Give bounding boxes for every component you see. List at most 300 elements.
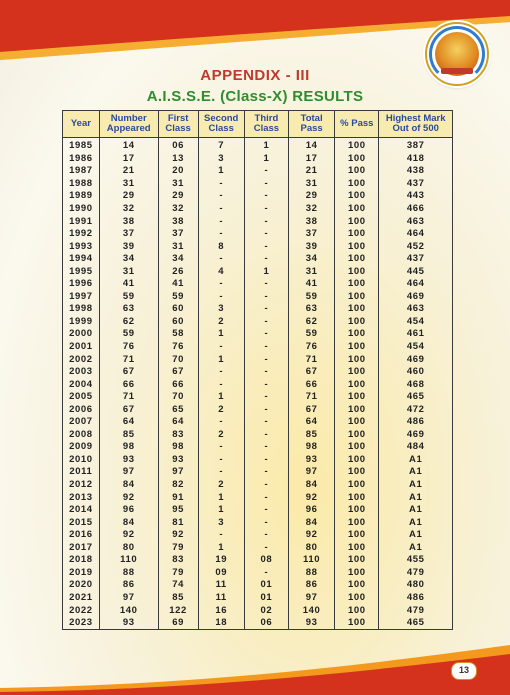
table-cell: 1993 <box>63 240 100 253</box>
table-cell: 14 <box>99 138 158 153</box>
table-cell: A1 <box>379 479 453 492</box>
table-cell: 34 <box>99 253 158 266</box>
table-cell: 437 <box>379 178 453 191</box>
table-cell: 60 <box>158 316 198 329</box>
table-cell: 63 <box>99 303 158 316</box>
table-cell: 2018 <box>63 554 100 567</box>
table-cell: 100 <box>335 416 379 429</box>
column-header: Number Appeared <box>99 111 158 138</box>
table-cell: 92 <box>99 529 158 542</box>
table-row <box>63 190 453 203</box>
table-cell: 71 <box>99 391 158 404</box>
table-cell: 39 <box>99 240 158 253</box>
table-cell: 463 <box>379 215 453 228</box>
table-cell: 100 <box>335 429 379 442</box>
table-cell: 97 <box>99 466 158 479</box>
table-cell: 98 <box>288 441 334 454</box>
table-cell: 1999 <box>63 316 100 329</box>
table-cell: 85 <box>288 429 334 442</box>
table-cell: 85 <box>99 429 158 442</box>
table-cell: 82 <box>158 479 198 492</box>
table-cell: 1985 <box>63 138 100 153</box>
table-cell: 100 <box>335 592 379 605</box>
table-cell: 100 <box>335 240 379 253</box>
column-header: First Class <box>158 111 198 138</box>
table-cell: 19 <box>198 554 244 567</box>
table-cell: 100 <box>335 567 379 580</box>
table-cell: 96 <box>99 504 158 517</box>
table-row <box>63 378 453 391</box>
table-cell: 31 <box>158 178 198 191</box>
table-cell: 64 <box>288 416 334 429</box>
table-cell: - <box>198 529 244 542</box>
table-cell: 97 <box>158 466 198 479</box>
table-row <box>63 328 453 341</box>
table-cell: 81 <box>158 516 198 529</box>
table-cell: 1 <box>198 504 244 517</box>
table-cell: 1990 <box>63 203 100 216</box>
table-cell: 67 <box>158 366 198 379</box>
table-cell: - <box>244 291 288 304</box>
table-row <box>63 617 453 630</box>
table-cell: 7 <box>198 138 244 153</box>
table-cell: 100 <box>335 516 379 529</box>
table-cell: 96 <box>288 504 334 517</box>
table-cell: - <box>244 203 288 216</box>
table-row <box>63 203 453 216</box>
table-cell: 32 <box>288 203 334 216</box>
table-cell: 4 <box>198 265 244 278</box>
table-cell: 140 <box>288 604 334 617</box>
table-cell: 100 <box>335 604 379 617</box>
table-cell: 29 <box>158 190 198 203</box>
table-cell: 65 <box>158 403 198 416</box>
table-cell: - <box>244 516 288 529</box>
table-cell: 100 <box>335 617 379 630</box>
table-cell: 95 <box>158 504 198 517</box>
table-cell: 93 <box>99 454 158 467</box>
table-cell: 80 <box>99 542 158 555</box>
table-cell: 88 <box>99 567 158 580</box>
table-row <box>63 391 453 404</box>
table-cell: 100 <box>335 316 379 329</box>
table-cell: 06 <box>158 138 198 153</box>
table-cell: 41 <box>158 278 198 291</box>
table-body <box>63 138 453 630</box>
table-cell: 84 <box>288 479 334 492</box>
table-cell: 88 <box>288 567 334 580</box>
table-cell: 60 <box>158 303 198 316</box>
table-cell: - <box>244 542 288 555</box>
table-cell: A1 <box>379 454 453 467</box>
table-cell: 76 <box>288 341 334 354</box>
column-header: Total Pass <box>288 111 334 138</box>
table-cell: - <box>198 378 244 391</box>
table-row <box>63 592 453 605</box>
table-cell: - <box>244 416 288 429</box>
table-cell: 2020 <box>63 579 100 592</box>
table-row <box>63 441 453 454</box>
table-cell: A1 <box>379 466 453 479</box>
table-cell: 2004 <box>63 378 100 391</box>
table-cell: 472 <box>379 403 453 416</box>
table-cell: 463 <box>379 303 453 316</box>
table-cell: 100 <box>335 466 379 479</box>
table-cell: 1998 <box>63 303 100 316</box>
table-cell: 62 <box>288 316 334 329</box>
table-cell: 80 <box>288 542 334 555</box>
table-cell: 3 <box>198 153 244 166</box>
table-cell: - <box>198 178 244 191</box>
table-cell: 74 <box>158 579 198 592</box>
table-cell: 37 <box>99 228 158 241</box>
table-cell: 1 <box>198 542 244 555</box>
table-cell: 438 <box>379 165 453 178</box>
table-cell: 41 <box>288 278 334 291</box>
table-cell: 2019 <box>63 567 100 580</box>
table-cell: 31 <box>99 265 158 278</box>
table-cell: 32 <box>158 203 198 216</box>
table-cell: 1 <box>198 165 244 178</box>
table-row <box>63 554 453 567</box>
table-row <box>63 529 453 542</box>
table-cell: 37 <box>158 228 198 241</box>
table-cell: 110 <box>99 554 158 567</box>
table-row <box>63 491 453 504</box>
table-cell: 486 <box>379 416 453 429</box>
table-cell: 2002 <box>63 353 100 366</box>
table-cell: - <box>244 341 288 354</box>
table-cell: 100 <box>335 215 379 228</box>
table-cell: 31 <box>158 240 198 253</box>
table-row <box>63 153 453 166</box>
table-cell: - <box>198 215 244 228</box>
table-cell: - <box>244 190 288 203</box>
table-cell: 460 <box>379 366 453 379</box>
table-cell: - <box>244 429 288 442</box>
table-cell: 461 <box>379 328 453 341</box>
table-row <box>63 138 453 153</box>
table-cell: 454 <box>379 341 453 354</box>
table-cell: - <box>244 504 288 517</box>
table-row <box>63 240 453 253</box>
table-cell: 97 <box>288 592 334 605</box>
table-cell: - <box>198 278 244 291</box>
table-row <box>63 178 453 191</box>
table-row <box>63 429 453 442</box>
table-cell: 11 <box>198 592 244 605</box>
table-cell: 122 <box>158 604 198 617</box>
table-cell: 98 <box>99 441 158 454</box>
table-cell: 92 <box>288 529 334 542</box>
table-row <box>63 504 453 517</box>
table-cell: 34 <box>158 253 198 266</box>
table-cell: - <box>198 416 244 429</box>
column-header: Year <box>63 111 100 138</box>
table-cell: A1 <box>379 542 453 555</box>
table-row <box>63 604 453 617</box>
table-cell: 100 <box>335 178 379 191</box>
table-cell: 445 <box>379 265 453 278</box>
table-cell: 2010 <box>63 454 100 467</box>
table-cell: 1 <box>198 353 244 366</box>
table-cell: 1995 <box>63 265 100 278</box>
table-cell: 16 <box>198 604 244 617</box>
table-cell: 100 <box>335 153 379 166</box>
table-cell: 01 <box>244 592 288 605</box>
table-cell: - <box>244 253 288 266</box>
table-cell: 100 <box>335 579 379 592</box>
table-cell: - <box>244 529 288 542</box>
table-cell: 92 <box>99 491 158 504</box>
table-cell: 84 <box>99 479 158 492</box>
table-cell: 2001 <box>63 341 100 354</box>
table-cell: 29 <box>288 190 334 203</box>
table-cell: 38 <box>158 215 198 228</box>
table-cell: 97 <box>99 592 158 605</box>
table-cell: 2006 <box>63 403 100 416</box>
table-cell: 21 <box>288 165 334 178</box>
table-cell: - <box>244 316 288 329</box>
table-cell: 01 <box>244 579 288 592</box>
table-cell: 1 <box>198 391 244 404</box>
table-cell: - <box>244 466 288 479</box>
table-cell: 2 <box>198 403 244 416</box>
table-cell: 86 <box>99 579 158 592</box>
table-cell: 100 <box>335 190 379 203</box>
table-cell: 66 <box>158 378 198 391</box>
table-cell: 2023 <box>63 617 100 630</box>
table-cell: 93 <box>99 617 158 630</box>
table-row <box>63 341 453 354</box>
table-cell: 92 <box>158 529 198 542</box>
table-cell: 11 <box>198 579 244 592</box>
table-cell: 465 <box>379 391 453 404</box>
table-cell: 2011 <box>63 466 100 479</box>
table-cell: 32 <box>99 203 158 216</box>
table-cell: 14 <box>288 138 334 153</box>
table-cell: 2008 <box>63 429 100 442</box>
table-cell: 1988 <box>63 178 100 191</box>
table-cell: 2 <box>198 429 244 442</box>
table-cell: 31 <box>288 178 334 191</box>
table-cell: 2021 <box>63 592 100 605</box>
table-row <box>63 567 453 580</box>
table-row <box>63 454 453 467</box>
table-cell: 59 <box>99 328 158 341</box>
table-cell: 1 <box>198 491 244 504</box>
table-cell: - <box>198 366 244 379</box>
table-cell: 1 <box>198 328 244 341</box>
table-cell: - <box>244 391 288 404</box>
table-cell: - <box>244 178 288 191</box>
table-cell: 2015 <box>63 516 100 529</box>
table-cell: - <box>244 366 288 379</box>
table-cell: - <box>244 353 288 366</box>
table-cell: 37 <box>288 228 334 241</box>
table-cell: 83 <box>158 429 198 442</box>
table-cell: 480 <box>379 579 453 592</box>
table-row <box>63 416 453 429</box>
table-cell: 2022 <box>63 604 100 617</box>
table-cell: 09 <box>198 567 244 580</box>
table-cell: 2014 <box>63 504 100 517</box>
table-cell: 100 <box>335 366 379 379</box>
table-cell: 59 <box>288 291 334 304</box>
table-cell: 100 <box>335 138 379 153</box>
table-cell: 76 <box>158 341 198 354</box>
table-cell: - <box>244 215 288 228</box>
table-row <box>63 253 453 266</box>
table-cell: 454 <box>379 316 453 329</box>
table-cell: 97 <box>288 466 334 479</box>
table-cell: 85 <box>158 592 198 605</box>
table-cell: 1996 <box>63 278 100 291</box>
table-row <box>63 291 453 304</box>
table-cell: 29 <box>99 190 158 203</box>
table-cell: 86 <box>288 579 334 592</box>
table-row <box>63 516 453 529</box>
table-cell: 98 <box>158 441 198 454</box>
table-cell: 79 <box>158 542 198 555</box>
table-row <box>63 366 453 379</box>
table-cell: 1992 <box>63 228 100 241</box>
table-cell: 3 <box>198 303 244 316</box>
table-cell: 100 <box>335 479 379 492</box>
table-cell: 26 <box>158 265 198 278</box>
table-cell: 70 <box>158 391 198 404</box>
table-row <box>63 165 453 178</box>
table-cell: - <box>198 454 244 467</box>
table-cell: 100 <box>335 441 379 454</box>
table-cell: 469 <box>379 291 453 304</box>
table-cell: 71 <box>99 353 158 366</box>
table-cell: 59 <box>99 291 158 304</box>
table-cell: 59 <box>158 291 198 304</box>
table-cell: 70 <box>158 353 198 366</box>
table-cell: 2 <box>198 316 244 329</box>
table-cell: 08 <box>244 554 288 567</box>
table-cell: 59 <box>288 328 334 341</box>
decorative-bottom-band <box>0 640 510 695</box>
table-cell: 2012 <box>63 479 100 492</box>
table-cell: 84 <box>288 516 334 529</box>
table-cell: 100 <box>335 504 379 517</box>
table-cell: 06 <box>244 617 288 630</box>
table-cell: - <box>244 454 288 467</box>
table-cell: 100 <box>335 391 379 404</box>
table-row <box>63 353 453 366</box>
table-cell: 83 <box>158 554 198 567</box>
table-cell: 58 <box>158 328 198 341</box>
table-cell: - <box>244 328 288 341</box>
table-row <box>63 403 453 416</box>
table-row <box>63 228 453 241</box>
table-cell: 63 <box>288 303 334 316</box>
table-cell: 1997 <box>63 291 100 304</box>
table-cell: 41 <box>99 278 158 291</box>
table-cell: 100 <box>335 253 379 266</box>
table-cell: - <box>198 228 244 241</box>
table-cell: 100 <box>335 291 379 304</box>
table-cell: 2005 <box>63 391 100 404</box>
table-cell: 1987 <box>63 165 100 178</box>
table-cell: 67 <box>99 403 158 416</box>
table-cell: 100 <box>335 328 379 341</box>
table-cell: 69 <box>158 617 198 630</box>
table-cell: - <box>244 378 288 391</box>
results-table <box>62 110 453 630</box>
table-cell: 21 <box>99 165 158 178</box>
table-cell: - <box>244 479 288 492</box>
table-cell: - <box>244 228 288 241</box>
table-cell: 1989 <box>63 190 100 203</box>
table-row <box>63 303 453 316</box>
table-cell: A1 <box>379 491 453 504</box>
table-cell: 100 <box>335 454 379 467</box>
table-cell: 38 <box>288 215 334 228</box>
table-cell: 100 <box>335 554 379 567</box>
table-cell: 464 <box>379 228 453 241</box>
table-cell: A1 <box>379 516 453 529</box>
page-subtitle: A.I.S.S.E. (Class-X) RESULTS <box>146 88 364 105</box>
table-cell: 1 <box>244 153 288 166</box>
table-cell: 1986 <box>63 153 100 166</box>
page-number: 13 <box>451 662 477 680</box>
table-cell: 100 <box>335 278 379 291</box>
table-cell: - <box>244 165 288 178</box>
table-row <box>63 466 453 479</box>
table-row <box>63 316 453 329</box>
table-cell: 13 <box>158 153 198 166</box>
table-header-row <box>63 111 453 138</box>
table-cell: 66 <box>99 378 158 391</box>
table-cell: 31 <box>288 265 334 278</box>
table-cell: 468 <box>379 378 453 391</box>
table-row <box>63 579 453 592</box>
table-cell: 100 <box>335 303 379 316</box>
table-cell: 100 <box>335 403 379 416</box>
table-cell: 1 <box>244 138 288 153</box>
table-cell: 71 <box>288 353 334 366</box>
table-cell: 67 <box>99 366 158 379</box>
table-cell: 92 <box>288 491 334 504</box>
table-cell: 93 <box>158 454 198 467</box>
table-cell: 437 <box>379 253 453 266</box>
table-cell: 100 <box>335 165 379 178</box>
table-cell: 62 <box>99 316 158 329</box>
table-cell: 479 <box>379 604 453 617</box>
table-cell: 455 <box>379 554 453 567</box>
table-cell: 67 <box>288 403 334 416</box>
table-cell: 79 <box>158 567 198 580</box>
table-cell: 93 <box>288 454 334 467</box>
table-cell: 02 <box>244 604 288 617</box>
table-cell: 20 <box>158 165 198 178</box>
column-header: % Pass <box>335 111 379 138</box>
table-cell: - <box>198 291 244 304</box>
table-cell: 100 <box>335 529 379 542</box>
table-cell: 100 <box>335 378 379 391</box>
table-cell: - <box>244 567 288 580</box>
table-cell: 464 <box>379 278 453 291</box>
table-cell: - <box>244 240 288 253</box>
table-row <box>63 265 453 278</box>
table-cell: - <box>244 303 288 316</box>
column-header: Second Class <box>198 111 244 138</box>
table-cell: 100 <box>335 228 379 241</box>
table-cell: 1991 <box>63 215 100 228</box>
